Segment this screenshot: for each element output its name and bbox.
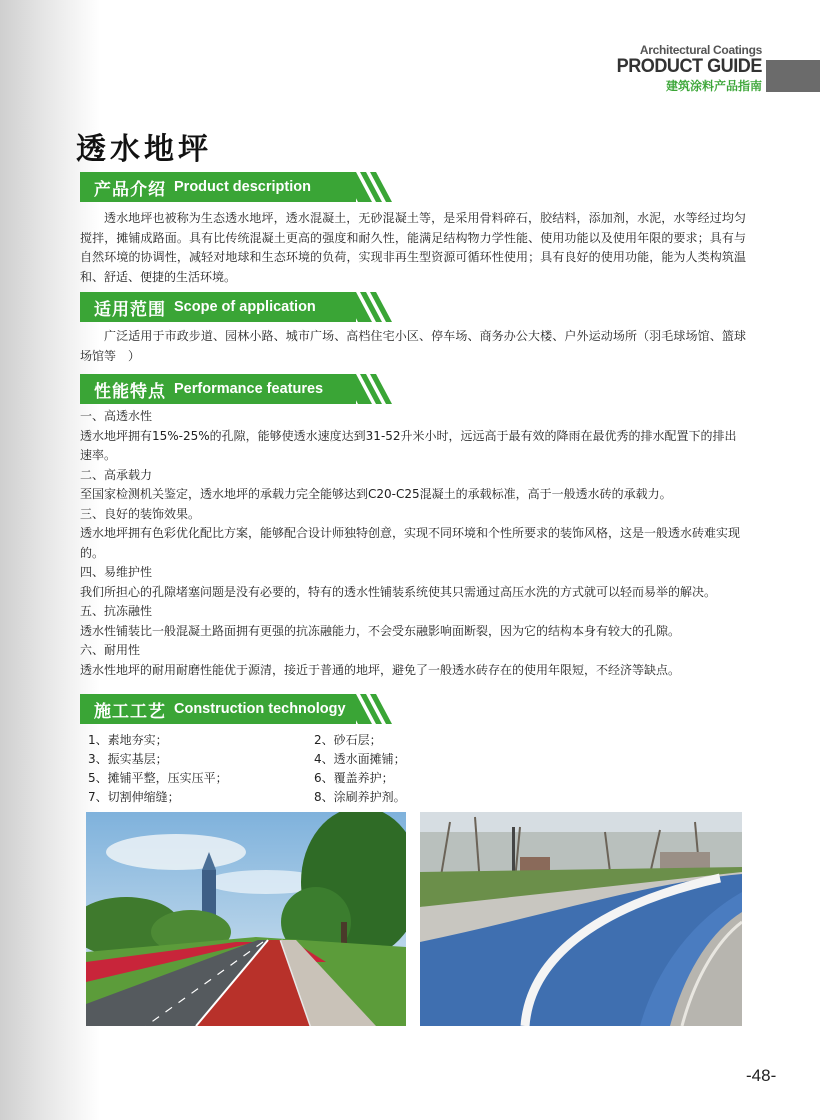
feature-text: 我们所担心的孔隙堵塞问题是没有必要的，特有的透水性铺装系统使其只需通过高压水洗的方式就可以轻而易举的解决。 — [80, 584, 717, 599]
step-row — [88, 788, 448, 807]
feature-text: 透水地坪拥有15%-25%的孔隙，能够使透水速度达到31-52升米小时，远远高于最有效的降雨在最优秀的排水配置下的排出速率。 — [80, 428, 737, 462]
brand-cn: 建筑涂料产品指南 — [665, 79, 762, 93]
step-item: 1、素地夯实； — [88, 733, 168, 747]
section-banner-construction — [80, 694, 390, 724]
feature-heading: 五、抗冻融性 — [80, 604, 153, 618]
features-list — [80, 407, 746, 680]
banner-cn: 施工工艺 — [94, 701, 166, 722]
banner-cn: 产品介绍 — [94, 179, 166, 200]
section-banner-description — [80, 172, 390, 202]
banner-en: Performance features — [174, 381, 324, 397]
step-item: 6、覆盖养护； — [314, 771, 394, 785]
page-title: 透水地坪 — [76, 132, 212, 167]
step-row — [88, 731, 448, 750]
section-banner-scope — [80, 292, 390, 322]
step-row — [88, 769, 448, 788]
step-item: 5、摊铺平整，压实压平； — [88, 771, 228, 785]
feature-heading: 三、良好的装饰效果。 — [80, 506, 201, 521]
brand-header — [609, 44, 762, 94]
feature-text: 透水性地坪的耐用耐磨性能优于源清，接近于普通的地坪，避免了一般透水砖存在的使用年限短，不经济等缺点。 — [80, 662, 681, 677]
banner-en: Product description — [174, 179, 311, 195]
page-number: -48- — [746, 1066, 777, 1085]
photo-blue-pavement-path — [420, 812, 742, 1026]
feature-heading: 一、高透水性 — [80, 409, 153, 423]
feature-heading: 四、易维护性 — [80, 565, 153, 579]
stripes-icon — [342, 172, 392, 202]
banner-en: Scope of application — [174, 299, 316, 315]
feature-heading: 二、高承载力 — [80, 467, 153, 482]
step-item: 3、振实基层； — [88, 752, 168, 766]
step-row — [88, 750, 448, 769]
section-banner-features — [80, 374, 390, 404]
step-item: 7、切割伸缩缝； — [88, 790, 180, 804]
banner-cn: 适用范围 — [94, 299, 166, 320]
feature-heading: 六、耐用性 — [80, 643, 141, 657]
brand-en-big: PRODUCT GUIDE — [616, 56, 762, 77]
construction-steps — [88, 731, 448, 807]
scope-text: 广泛适用于市政步道、园林小路、城市广场、高档住宅小区、停车场、商务办公大楼、户外运动场所（羽毛球场馆、篮球场馆等 ） — [80, 329, 746, 363]
description-text: 透水地坪也被称为生态透水地坪，透水混凝土，无砂混凝土等，是采用骨料碎石，胶结料，添加剂，水泥，水等经过均匀搅拌，摊铺成路面。具有比传统混凝土更高的强度和耐久性，能满足结构物力学性能、使用功能以及使用年限的要求；具有与自然环境的协调性，减轻对地球和生态环境的负荷，实现非再生型资源可循环性使用；具有良好的使用功能，能为人类构筑温和、舒适、便捷的生活环境。 — [80, 211, 746, 284]
step-item: 4、透水面摊铺； — [314, 752, 406, 766]
stripes-icon — [342, 694, 392, 724]
stripes-icon — [342, 292, 392, 322]
brand-grey-box — [766, 60, 820, 92]
stripes-icon — [342, 374, 392, 404]
photo-red-pavement-road — [86, 812, 406, 1026]
feature-text: 至国家检测机关鉴定，透水地坪的承载力完全能够达到C20-C25混凝土的承载标准，高于一般透水砖的承载力。 — [80, 487, 672, 501]
brand-en-small: Architectural Coatings — [639, 43, 762, 57]
feature-text: 透水地坪拥有色彩优化配比方案，能够配合设计师独特创意，实现不同环境和个性所要求的装饰风格，这是一般透水砖难实现的。 — [80, 526, 741, 560]
step-item: 2、砂石层； — [314, 733, 382, 747]
feature-text: 透水性铺装比一般混凝土路面拥有更强的抗冻融能力，不会受东融影响面断裂，因为它的结构本身有较大的孔隙。 — [80, 623, 681, 638]
banner-cn: 性能特点 — [94, 381, 166, 402]
step-item: 8、涂刷养护剂。 — [314, 790, 406, 804]
banner-en: Construction technology — [174, 701, 346, 717]
